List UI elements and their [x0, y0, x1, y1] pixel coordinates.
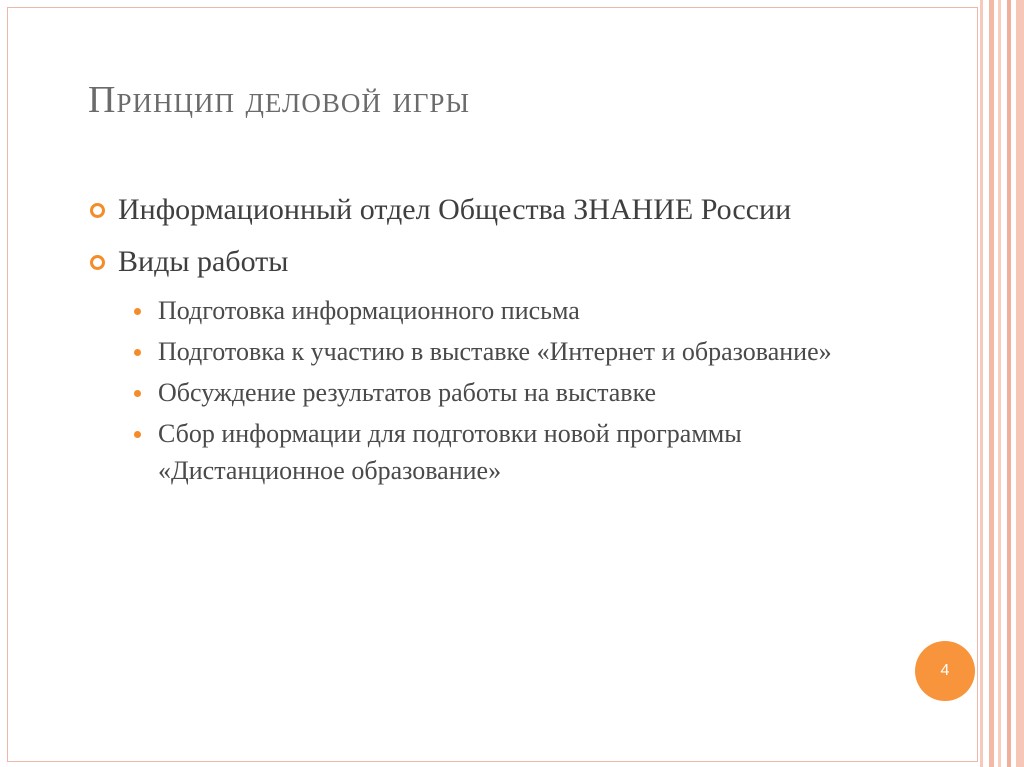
slide-title: Принцип деловой игры [88, 79, 470, 121]
sub-bullet-text: Подготовка информационного письма [158, 296, 580, 325]
bullet-item-text: Информационный отдел Общества ЗНАНИЕ России [118, 193, 792, 226]
bullet-item [88, 240, 888, 284]
ring-bullet-icon [90, 255, 105, 270]
sub-bullet-item [88, 292, 888, 329]
dot-bullet-icon [134, 431, 141, 438]
stripe [1016, 0, 1024, 767]
bullet-item [88, 188, 888, 232]
ring-bullet-icon [90, 203, 105, 218]
sub-bullet-item [88, 374, 888, 411]
page-number-badge: 4 [915, 641, 975, 701]
dot-bullet-icon [134, 390, 141, 397]
slide-content [88, 188, 888, 493]
dot-bullet-icon [134, 308, 141, 315]
decorative-stripes [980, 0, 1024, 767]
sub-bullet-text: Сбор информации для подготовки новой программы «Дистанционное образование» [158, 419, 742, 485]
sub-bullet-item [88, 415, 888, 489]
sub-bullet-text: Подготовка к участию в выставке «Интернет и образование» [158, 337, 832, 366]
dot-bullet-icon [134, 349, 141, 356]
sub-bullet-item [88, 333, 888, 370]
bullet-item-text: Виды работы [118, 245, 289, 278]
sub-bullet-text: Обсуждение результатов работы на выставке [158, 378, 657, 407]
